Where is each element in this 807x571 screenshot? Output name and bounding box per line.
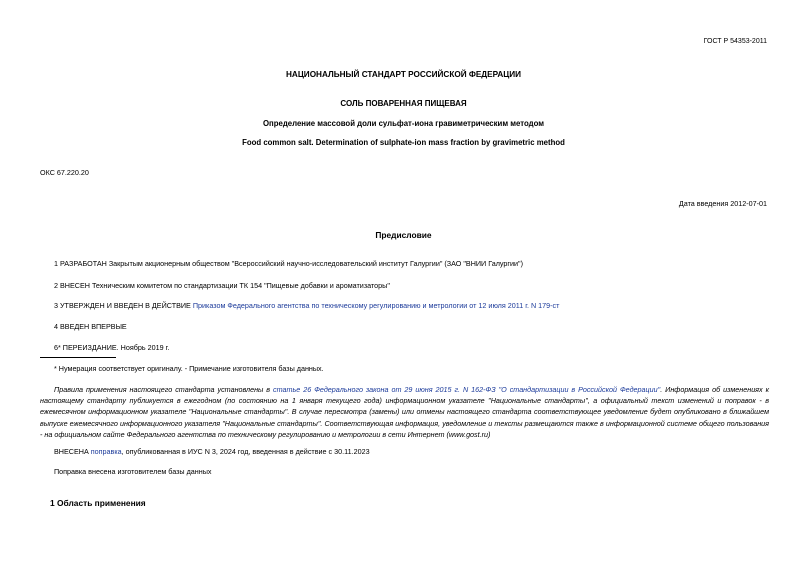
document-code: ГОСТ Р 54353-2011: [703, 38, 767, 45]
preface-item-first-introduced: 4 ВВЕДЕН ВПЕРВЫЕ: [54, 322, 127, 331]
amendment-suffix: , опубликованная в ИУС N 3, 2024 год, введенная в действие с 30.11.2023: [121, 447, 370, 456]
section-heading: 1 Область применения: [50, 498, 146, 508]
method-title-ru: Определение массовой доли сульфат-иона гравиметрическим методом: [262, 119, 545, 128]
standard-title: НАЦИОНАЛЬНЫЙ СТАНДАРТ РОССИЙСКОЙ ФЕДЕРАЦИИ: [286, 70, 521, 79]
approved-text: 3 УТВЕРЖДЕН И ВВЕДЕН В ДЕЙСТВИЕ: [54, 301, 193, 310]
introduction-date: Дата введения 2012-07-01: [678, 199, 767, 208]
preface-item-developed: 1 РАЗРАБОТАН Закрытым акционерным обществом "Всероссийский научно-исследовательский институт Галургии" (ЗАО "ВНИИ Галургии"): [54, 259, 523, 268]
amendment-note: Поправка внесена изготовителем базы данных: [54, 467, 212, 476]
product-title: СОЛЬ ПОВАРЕННАЯ ПИЩЕВАЯ: [340, 99, 467, 108]
preface-heading: Предисловие: [375, 230, 432, 240]
footnote: * Нумерация соответствует оригиналу. - Примечание изготовителя базы данных.: [54, 364, 324, 373]
federal-law-link[interactable]: статье 26 Федерального закона от 29 июня 2015 г. N 162-ФЗ "О стандартизации в Российской Федерации": [273, 385, 661, 394]
order-link[interactable]: Приказом Федерального агентства по техническому регулированию и метрологии от 12 июля 2011 г. N 179-ст: [192, 301, 560, 310]
preface-item-reissue: 6* ПЕРЕИЗДАНИЕ. Ноябрь 2019 г.: [54, 343, 170, 352]
amendment-link[interactable]: поправка: [90, 447, 122, 456]
preface-item-approved: [54, 301, 559, 311]
application-rules-paragraph: [40, 384, 769, 440]
rules-text-1: Правила применения настоящего стандарта установлены в: [54, 385, 274, 394]
amendment-line: [54, 447, 370, 457]
rules-text-2: . Информация об изменениях к настоящему стандарту публикуется в ежегодном (по состоянию на 1 января текущего года) информационном указателе "Национальные стандарты", а официальный текст изменений и поправок - в ежемесячном информационном указателе "Национальные стандарты". В случае пересмотра (замены) или отмены настоящего стандарта соответствующее уведомление будет опубликовано в ближайшем выпуске ежемесячного информационного указателя "Национальные стандарты". Соответствующая информация, уведомление и тексты размещаются также в информационной системе общего пользования - на официальном сайте Федерального агентства по техническому регулированию и метрологии в сети Интернет (www.gost.ru): [40, 385, 769, 439]
preface-item-submitted: 2 ВНЕСЕН Техническим комитетом по стандартизации ТК 154 "Пищевые добавки и ароматизаторы": [54, 281, 390, 290]
amendment-prefix: ВНЕСЕНА: [54, 447, 91, 456]
footnote-divider: [40, 357, 116, 358]
oks-code: ОКС 67.220.20: [40, 168, 89, 177]
method-title-en: Food common salt. Determination of sulphate-ion mass fraction by gravimetric method: [242, 138, 565, 147]
